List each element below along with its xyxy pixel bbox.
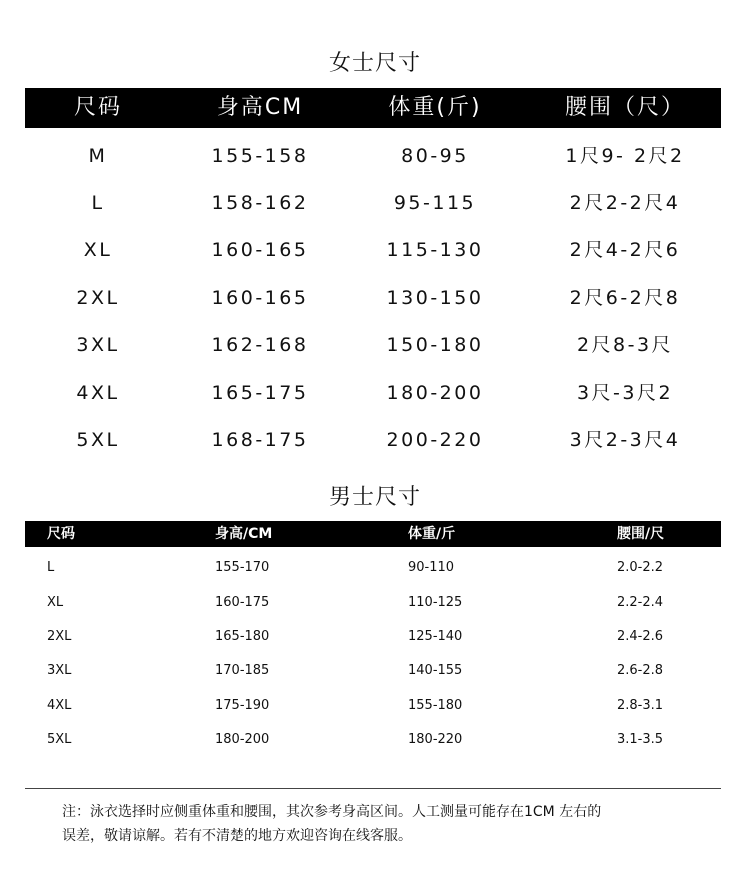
women-cell-weight: 115-130 [386, 239, 484, 261]
men-cell-height: 155-170 [215, 560, 270, 575]
men-cell-weight: 140-155 [408, 663, 463, 678]
women-cell-size: 4XL [76, 382, 120, 404]
women-cell-weight: 80-95 [401, 145, 469, 167]
women-cell-size: L [91, 192, 105, 214]
men-size-title: 男士尺寸 [328, 485, 421, 510]
women-table-row [25, 141, 721, 171]
women-header-height: 身高CM [216, 95, 304, 120]
men-table-row [25, 626, 721, 648]
women-cell-height: 168-175 [211, 429, 309, 451]
women-cell-height: 160-165 [211, 287, 309, 309]
men-cell-weight: 125-140 [408, 629, 463, 644]
note-divider [25, 788, 721, 789]
women-table-header [25, 88, 721, 128]
women-size-title: 女士尺寸 [328, 51, 421, 76]
men-table-row [25, 592, 721, 614]
men-cell-waist: 2.6-2.8 [617, 663, 664, 678]
men-header-weight: 体重/斤 [408, 526, 456, 542]
women-cell-size: M [88, 145, 108, 167]
men-table-row [25, 695, 721, 717]
women-cell-size: 3XL [76, 334, 120, 356]
note-line-1: 注：泳衣选择时应侧重体重和腰围，其次参考身高区间。人工测量可能存在1CM 左右的 [62, 804, 602, 820]
women-cell-waist: 2尺4-2尺6 [569, 239, 681, 261]
men-header-size: 尺码 [47, 526, 75, 542]
women-cell-weight: 150-180 [386, 334, 484, 356]
women-cell-height: 158-162 [211, 192, 309, 214]
men-table-row [25, 660, 721, 682]
women-cell-height: 165-175 [211, 382, 309, 404]
note-line-2: 误差，敬请谅解。若有不清楚的地方欢迎咨询在线客服。 [62, 828, 412, 844]
men-cell-size: 5XL [47, 732, 72, 747]
women-cell-size: 5XL [76, 429, 120, 451]
women-table-row [25, 330, 721, 360]
women-cell-waist: 2尺6-2尺8 [569, 287, 681, 309]
women-header-waist: 腰围（尺） [564, 95, 686, 120]
men-cell-waist: 2.0-2.2 [617, 560, 664, 575]
women-cell-size: 2XL [76, 287, 120, 309]
women-cell-weight: 95-115 [393, 192, 477, 214]
men-table-header [25, 521, 721, 547]
women-cell-waist: 2尺8-3尺 [576, 334, 674, 356]
women-cell-height: 155-158 [211, 145, 309, 167]
men-cell-waist: 3.1-3.5 [617, 732, 664, 747]
men-cell-height: 175-190 [215, 698, 270, 713]
women-cell-size: XL [83, 239, 113, 261]
men-header-waist: 腰围/尺 [617, 526, 665, 542]
women-header-size: 尺码 [73, 95, 123, 120]
women-table-row [25, 425, 721, 455]
men-cell-size: L [47, 560, 55, 575]
women-table-row [25, 283, 721, 313]
men-table-row [25, 729, 721, 751]
women-cell-weight: 180-200 [386, 382, 484, 404]
men-cell-weight: 155-180 [408, 698, 463, 713]
women-cell-height: 162-168 [211, 334, 309, 356]
men-cell-waist: 2.8-3.1 [617, 698, 664, 713]
men-cell-waist: 2.2-2.4 [617, 595, 664, 610]
women-cell-waist: 1尺9- 2尺2 [565, 145, 685, 167]
men-cell-height: 170-185 [215, 663, 270, 678]
women-cell-waist: 2尺2-2尺4 [569, 192, 681, 214]
men-table-row [25, 557, 721, 579]
men-header-height: 身高/CM [215, 526, 273, 542]
men-cell-height: 165-180 [215, 629, 270, 644]
size-note [62, 800, 712, 848]
women-header-weight: 体重(斤) [388, 95, 482, 120]
men-cell-size: 2XL [47, 629, 72, 644]
women-table-row [25, 188, 721, 218]
women-cell-height: 160-165 [211, 239, 309, 261]
men-cell-weight: 180-220 [408, 732, 463, 747]
women-cell-weight: 130-150 [386, 287, 484, 309]
men-cell-weight: 110-125 [408, 595, 463, 610]
men-cell-size: 4XL [47, 698, 72, 713]
men-cell-height: 180-200 [215, 732, 270, 747]
men-cell-size: XL [47, 595, 64, 610]
women-table-row [25, 235, 721, 265]
women-cell-waist: 3尺2-3尺4 [569, 429, 681, 451]
women-table-row [25, 378, 721, 408]
women-cell-waist: 3尺-3尺2 [576, 382, 674, 404]
women-cell-weight: 200-220 [386, 429, 484, 451]
men-cell-height: 160-175 [215, 595, 270, 610]
men-cell-waist: 2.4-2.6 [617, 629, 664, 644]
men-cell-size: 3XL [47, 663, 72, 678]
men-cell-weight: 90-110 [408, 560, 455, 575]
